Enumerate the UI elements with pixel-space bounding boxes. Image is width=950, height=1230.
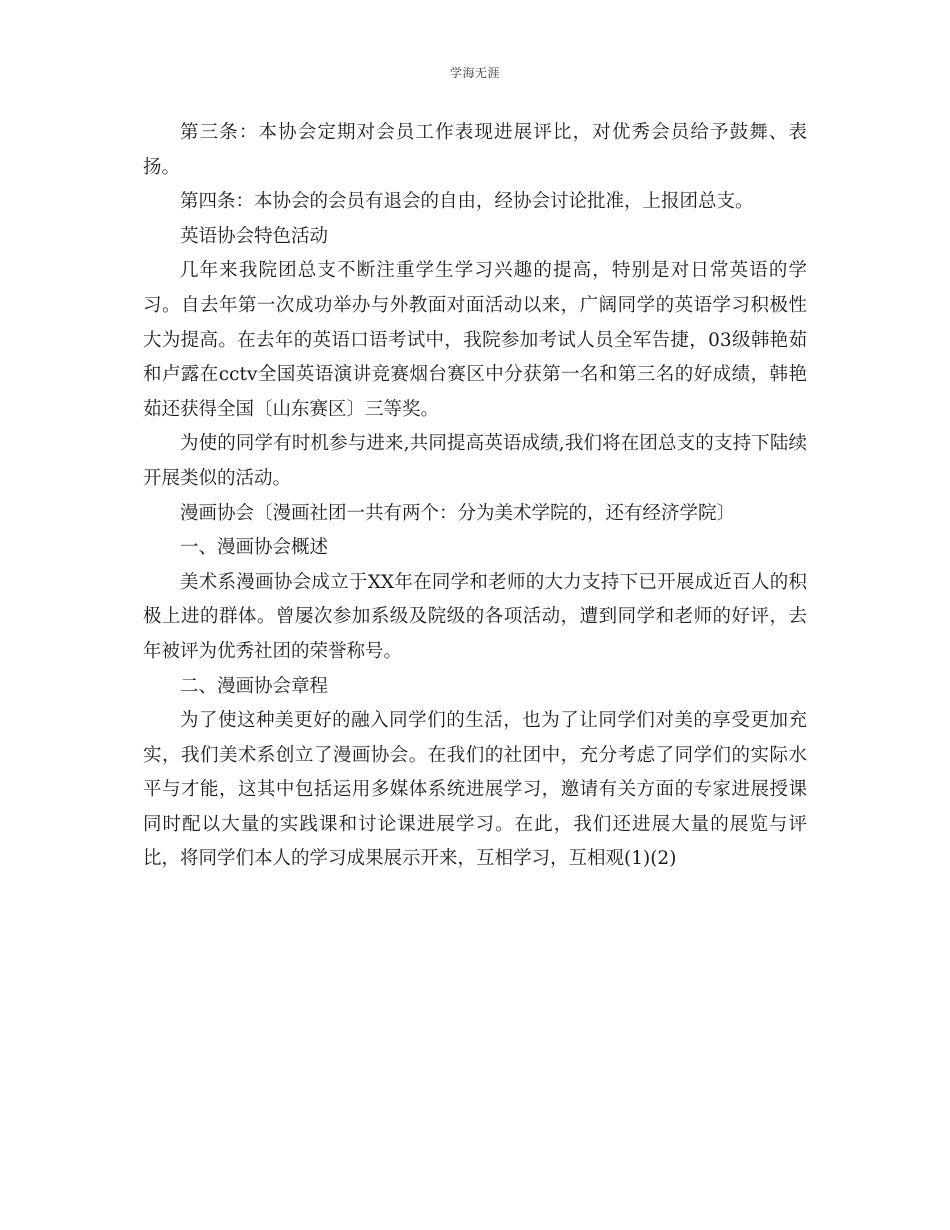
page-header: 学海无涯 xyxy=(449,66,500,80)
english-association-heading: 英语协会特色活动 xyxy=(180,225,329,247)
document-body xyxy=(143,116,807,877)
article-three-paragraph: 第三条：本协会定期对会员工作表现进展评比，对优秀会员给予鼓舞、表扬。 xyxy=(143,122,807,178)
comic-overview-paragraph: 美术系漫画协会成立于XX年在同学和老师的大力支持下已开展成近百人的积极上进的群体。曾屡次参加系级及院级的各项活动，遭到同学和老师的好评，去年被评为优秀社团的荣誉称号。 xyxy=(143,571,807,662)
comic-charter-heading: 二、漫画协会章程 xyxy=(180,675,329,697)
english-future-paragraph: 为使的同学有时机参与进来,共同提高英语成绩,我们将在团总支的支持下陆续开展类似的活动。 xyxy=(143,433,807,489)
comic-charter-paragraph: 为了使这种美更好的融入同学们的生活，也为了让同学们对美的享受更加充实，我们美术系创立了漫画协会。在我们的社团中，充分考虑了同学们的实际水平与才能，这其中包括运用多媒体系统进展学习，邀请有关方面的专家进展授课同时配以大量的实践课和讨论课进展学习。在此，我们还进展大量的展览与评比，将同学们本人的学习成果展示开来，互相学习，互相观(1)(2) xyxy=(143,710,807,870)
comic-association-heading: 漫画协会〔漫画社团一共有两个：分为美术学院的，还有经济学院〕 xyxy=(180,502,736,524)
english-activities-paragraph: 几年来我院团总支不断注重学生学习兴趣的提高，特别是对日常英语的学习。自去年第一次成功举办与外教面对面活动以来，广阔同学的英语学习积极性大为提高。在去年的英语口语考试中，我院参加考试人员全军告捷，03级韩艳茹和卢露在cctv全国英语演讲竞赛烟台赛区中分获第一名和第三名的好成绩，韩艳茹还获得全国〔山东赛区〕三等奖。 xyxy=(143,260,807,420)
comic-overview-heading: 一、漫画协会概述 xyxy=(180,537,329,559)
article-four-paragraph: 第四条：本协会的会员有退会的自由，经协会讨论批准，上报团总支。 xyxy=(180,191,754,213)
